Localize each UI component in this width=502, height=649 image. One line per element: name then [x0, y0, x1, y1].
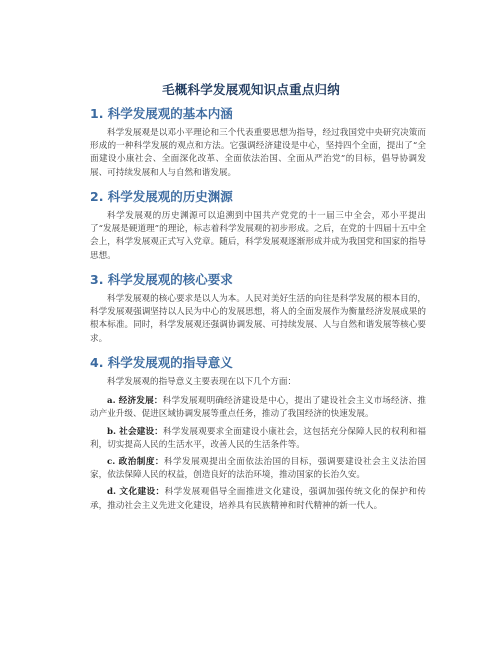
list-item-text: 科学发展观明确经济建设是中心，提出了建设社会主义市场经济、推动产业升级、促进区域协调发展等重点任务，推动了我国经济的快速发展。 — [90, 396, 426, 420]
list-item-lead: b. 社会建设： — [107, 426, 164, 437]
section-paragraph: 科学发展观的指导意义主要表现在以下几个方面： — [107, 377, 297, 387]
section-heading: 4. 科学发展观的指导意义 — [90, 355, 233, 370]
list-item-text: 科学发展观倡导全面推进文化建设，强调加强传统文化的保护和传承，推动社会主义先进文化建设，培养具有民族精神和时代精神的新一代人。 — [90, 487, 426, 511]
list-item-cultural — [90, 486, 426, 512]
list-item-lead: c. 政治制度： — [107, 457, 164, 468]
list-item-social — [90, 426, 426, 452]
section-paragraph: 科学发展观的历史渊源可以追溯到中国共产党党的十一届三中全会，邓小平提出了“发展是硬道理”的理论，标志着科学发展观的初步形成。之后，在党的十四届十五中全会上，科学发展观正式写入党章。随后，科学发展观逐渐形成并成为我国党和国家的指导思想。 — [90, 211, 426, 261]
section-historical-origin — [90, 189, 426, 263]
list-item-lead: a. 经济发展： — [107, 396, 163, 407]
section-heading: 2. 科学发展观的历史渊源 — [90, 189, 233, 204]
section-core-requirements — [90, 272, 426, 346]
list-item-text: 科学发展观提出全面依法治国的目标，强调要建设社会主义法治国家，依法保障人民的权益，创造良好的法治环境，推动国家的长治久安。 — [90, 457, 426, 481]
section-heading: 3. 科学发展观的核心要求 — [90, 272, 233, 287]
list-item-lead: d. 文化建设： — [107, 487, 165, 498]
list-item-economic — [90, 395, 426, 421]
section-paragraph: 科学发展观的核心要求是以人为本。人民对美好生活的向往是科学发展的根本目的，科学发展观强调坚持以人民为中心的发展思想，将人的全面发展作为衡量经济发展成果的根本标准。同时，科学发展观还强调协调发展、可持续发展、人与自然和谐发展等核心要求。 — [90, 294, 426, 344]
list-item-political — [90, 456, 426, 482]
section-basic-meaning — [90, 106, 426, 180]
section-paragraph: 科学发展观是以邓小平理论和三个代表重要思想为指导，经过我国党中央研究决策而形成的一种科学发展的观点和方法。它强调经济建设是中心，坚持四个全面，提出了“全面建设小康社会、全面深化改革、全面依法治国、全面从严治党”的目标，倡导协调发展、可持续发展和人与自然和谐发展。 — [90, 128, 426, 178]
list-item-text: 科学发展观要求全面建设小康社会，这包括充分保障人民的权利和福利，切实提高人民的生活水平，改善人民的生活条件等。 — [90, 426, 426, 450]
section-guiding-significance — [90, 355, 426, 517]
document-title: 毛概科学发展观知识点重点归纳 — [162, 82, 340, 97]
section-heading: 1. 科学发展观的基本内涵 — [90, 106, 233, 121]
